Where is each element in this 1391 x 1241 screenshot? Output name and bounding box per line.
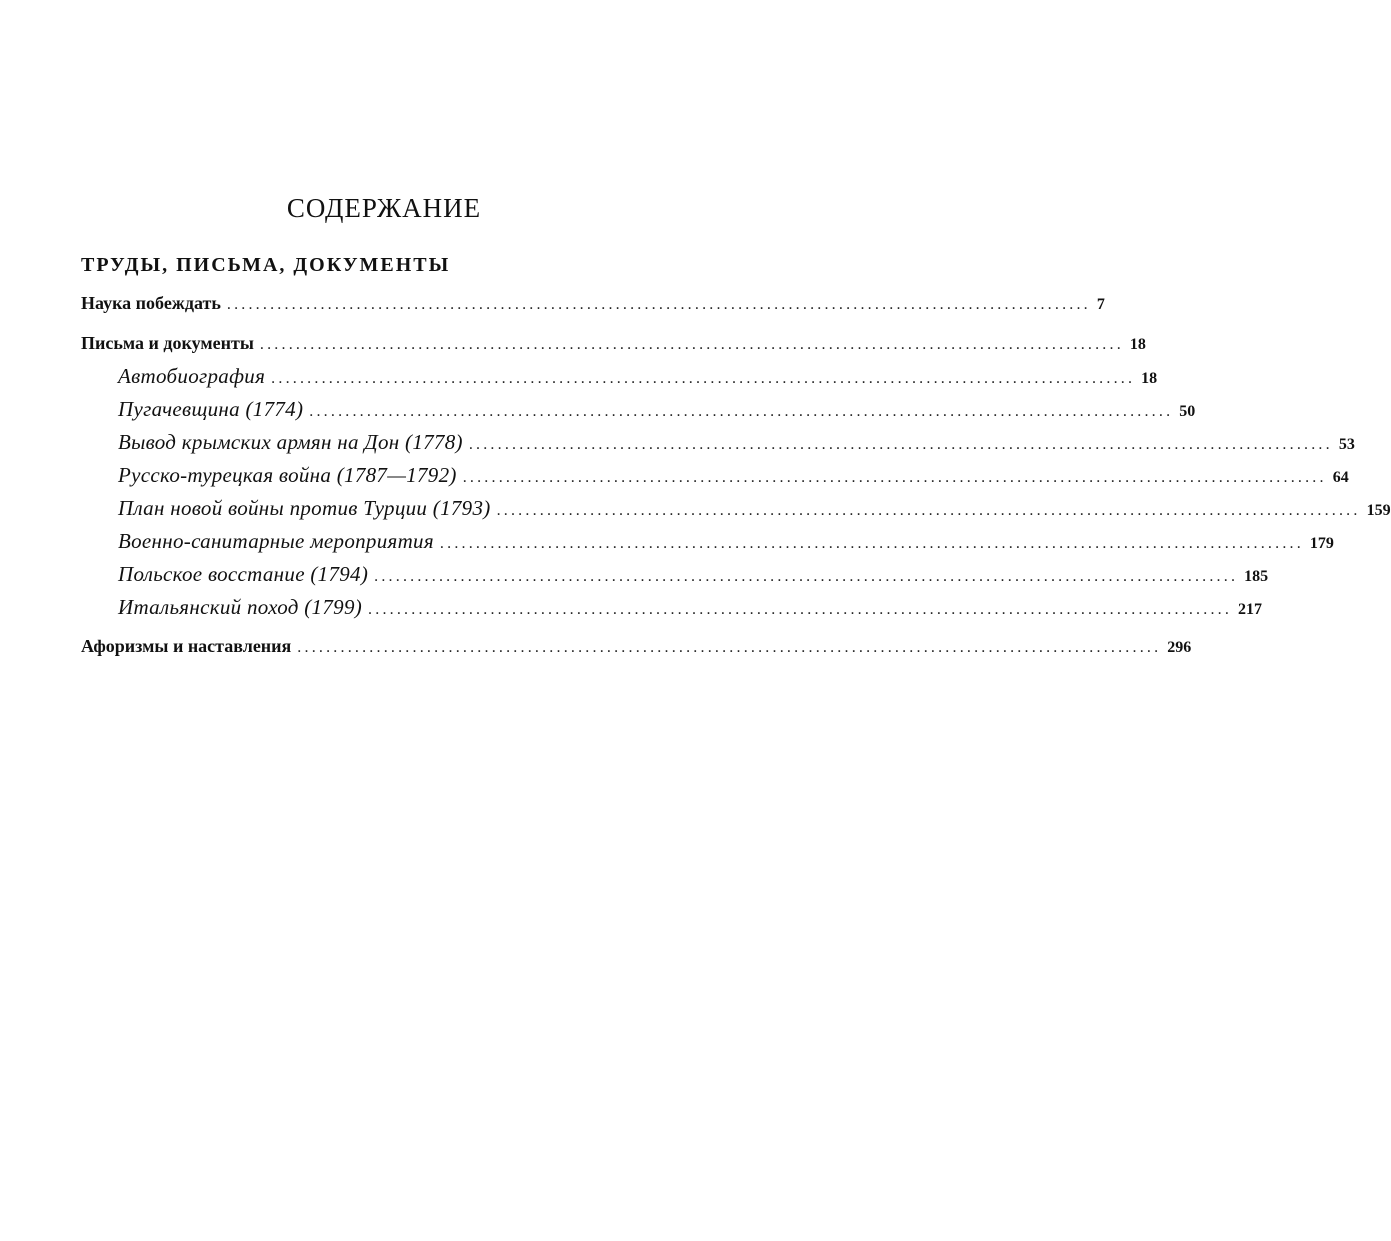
toc-page-number: 296 [1167,639,1192,656]
toc-entry-italyanskiy-pokhod[interactable] [118,595,1263,622]
toc-entry-pisma[interactable] [81,331,1146,357]
toc-page-number: 18 [1129,336,1146,353]
leader-dots: ........................................................................................................................ [462,469,1327,486]
toc-entry-label: Военно-санитарные мероприятия [118,529,434,553]
toc-entry-label: Вывод крымских армян на Дон (1778) [118,430,463,454]
toc-entry-label: План новой войны против Турции (1793) [118,496,491,520]
toc-entry-plan-voyny[interactable] [118,496,1391,523]
leader-dots: ........................................................................................................................ [374,568,1239,585]
toc-entry-pugachevshchina[interactable] [118,397,1196,424]
toc-entry-voenno-sanitarnye[interactable] [118,529,1334,556]
toc-page-number: 53 [1338,436,1355,453]
toc-page-number: 159 [1366,502,1391,519]
toc-entry-label: Письма и документы [81,333,254,353]
leader-dots: ........................................................................................................................ [368,601,1233,618]
toc-entry-label: Автобиография [118,364,266,388]
toc-entry-label: Афоризмы и наставления [81,636,292,656]
toc-entry-avtobiografiya[interactable] [118,364,1158,391]
leader-dots: ........................................................................................................................ [271,370,1136,387]
toc-page-number: 50 [1179,403,1196,420]
toc-entry-label: Русско-турецкая война (1787—1792) [118,463,457,487]
leader-dots: ........................................................................................................................ [259,336,1124,353]
toc-entry-label: Наука побеждать [81,293,221,313]
toc-entry-russko-turetskaya[interactable] [118,463,1349,490]
leader-dots: ........................................................................................................................ [297,639,1162,656]
leader-dots: ........................................................................................................................ [226,296,1091,313]
toc-entry-label: Польское восстание (1794) [118,562,369,586]
toc-entry-vyvod-armyan[interactable] [118,430,1355,457]
toc-entry-nauka[interactable] [81,291,1105,317]
toc-entry-aforizmy[interactable] [81,634,1192,660]
toc-entry-label: Итальянский поход (1799) [118,595,363,619]
leader-dots: ........................................................................................................................ [468,436,1333,453]
toc-page-number: 64 [1332,469,1349,486]
leader-dots: ........................................................................................................................ [309,403,1174,420]
section-heading: ТРУДЫ, ПИСЬМА, ДОКУМЕНТЫ [81,254,451,276]
toc-page-number: 7 [1096,296,1105,313]
leader-dots: ........................................................................................................................ [439,535,1304,552]
toc-page-number: 179 [1309,535,1334,552]
toc-page-number: 185 [1244,568,1269,585]
toc-page-number: 217 [1238,601,1263,618]
toc-entry-polskoe-vosstanie[interactable] [118,562,1269,589]
toc-entry-label: Пугачевщина (1774) [118,397,304,421]
leader-dots: ........................................................................................................................ [496,502,1361,519]
toc-page-number: 18 [1141,370,1158,387]
page-title: СОДЕРЖАНИЕ [286,193,482,223]
